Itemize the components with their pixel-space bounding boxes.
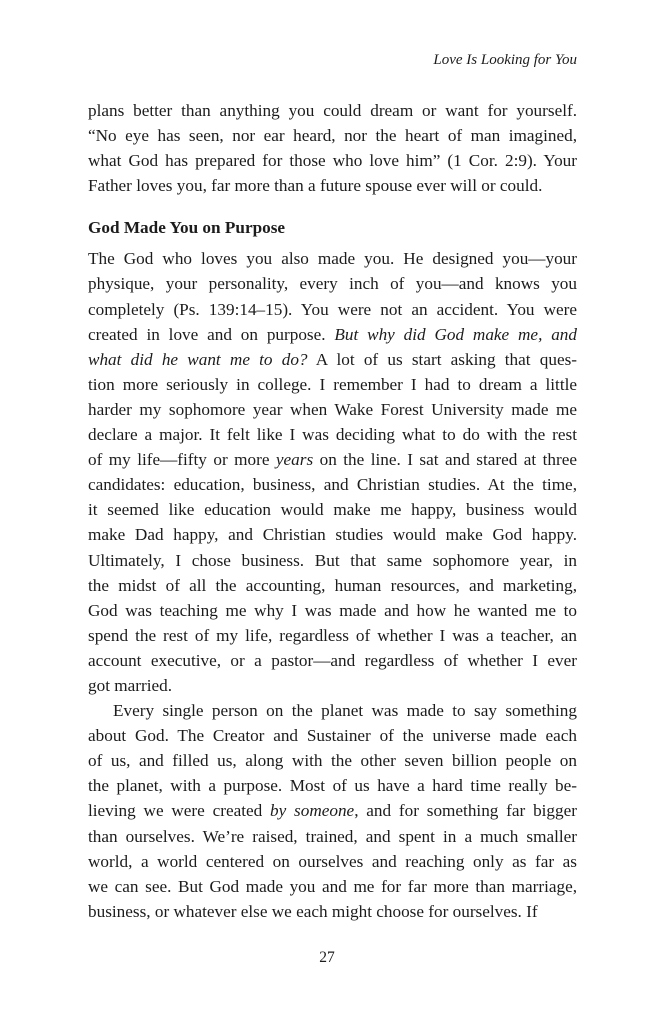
text-line <box>88 347 577 372</box>
text-line: The God who loves you also made you. He designed you—your <box>88 249 577 269</box>
text-run: , and for something far bigger <box>354 801 577 821</box>
text-line: about God. The Creator and Sustainer of the universe made each <box>88 726 577 746</box>
text-line: it seemed like education would make me happy, business would <box>88 500 577 520</box>
text-line <box>88 798 577 823</box>
text-line: business, or whatever else we each might choose for ourselves. If <box>88 901 538 921</box>
text-line: tion more seriously in college. I remember I had to dream a little <box>88 374 577 394</box>
text-line: declare a major. It felt like I was deciding what to do with the rest <box>88 425 577 445</box>
text-line: God was teaching me why I was made and how he wanted me to <box>88 600 577 620</box>
text-line: Ultimately, I chose business. But that same sophomore year, in <box>88 550 577 570</box>
text-line: than ourselves. We’re raised, trained, and spent in a much smaller <box>88 826 577 846</box>
text-line: “No eye has seen, nor ear heard, nor the heart of man imagined, <box>88 126 577 146</box>
italic-text-run: But why did God make me, and <box>334 324 577 344</box>
text-line <box>88 447 577 472</box>
text-line: plans better than anything you could dream or want for yourself. <box>88 101 577 120</box>
text-run: lieving we were created <box>88 801 271 821</box>
text-line: the midst of all the accounting, human resources, and marketing, <box>88 575 577 595</box>
section-heading: God Made You on Purpose <box>88 218 286 238</box>
page-number: 27 <box>319 949 335 966</box>
text-run: created in love and on purpose. <box>88 324 335 344</box>
text-line: of us, and filled us, along with the other seven billion people on <box>88 751 577 771</box>
text-line: account executive, or a pastor—and regardless of whether I ever <box>88 650 577 670</box>
text-line: Every single person on the planet was made to say something <box>113 701 577 721</box>
text-line: world, a world centered on ourselves and reaching only as far as <box>88 851 577 871</box>
text-line: Father loves you, far more than a future spouse ever will or could. <box>88 176 543 196</box>
text-line: completely (Ps. 139:14–15). You were not an accident. You were <box>88 299 577 319</box>
text-line: got married. <box>88 675 172 695</box>
text-run: on the line. I sat and stared at three <box>313 450 577 470</box>
italic-text-run: by someone <box>270 801 355 821</box>
text-line: candidates: education, business, and Christian studies. At the time, <box>88 475 577 495</box>
italic-text-run: what did he want me to do? <box>88 349 308 369</box>
section-body <box>88 246 577 924</box>
text-line: what God has prepared for those who love him” (1 Cor. 2:9). Your <box>88 151 577 171</box>
text-line: we can see. But God made you and me for far more than marriage, <box>88 876 577 896</box>
running-head: Love Is Looking for You <box>433 52 577 68</box>
text-line: make Dad happy, and Christian studies would make God happy. <box>88 525 577 545</box>
text-line: harder my sophomore year when Wake Forest University made me <box>88 399 577 419</box>
body-text <box>88 98 577 924</box>
intro-paragraph <box>88 98 577 198</box>
text-line <box>88 322 577 347</box>
text-line: spend the rest of my life, regardless of whether I was a teacher, an <box>88 625 577 645</box>
text-run: of my life—fifty or more <box>88 450 276 470</box>
text-line: physique, your personality, every inch of you—and knows you <box>88 274 577 294</box>
text-run: A lot of us start asking that ques- <box>307 349 577 369</box>
italic-text-run: years <box>275 450 314 470</box>
text-line: the planet, with a purpose. Most of us have a hard time really be- <box>88 776 577 796</box>
